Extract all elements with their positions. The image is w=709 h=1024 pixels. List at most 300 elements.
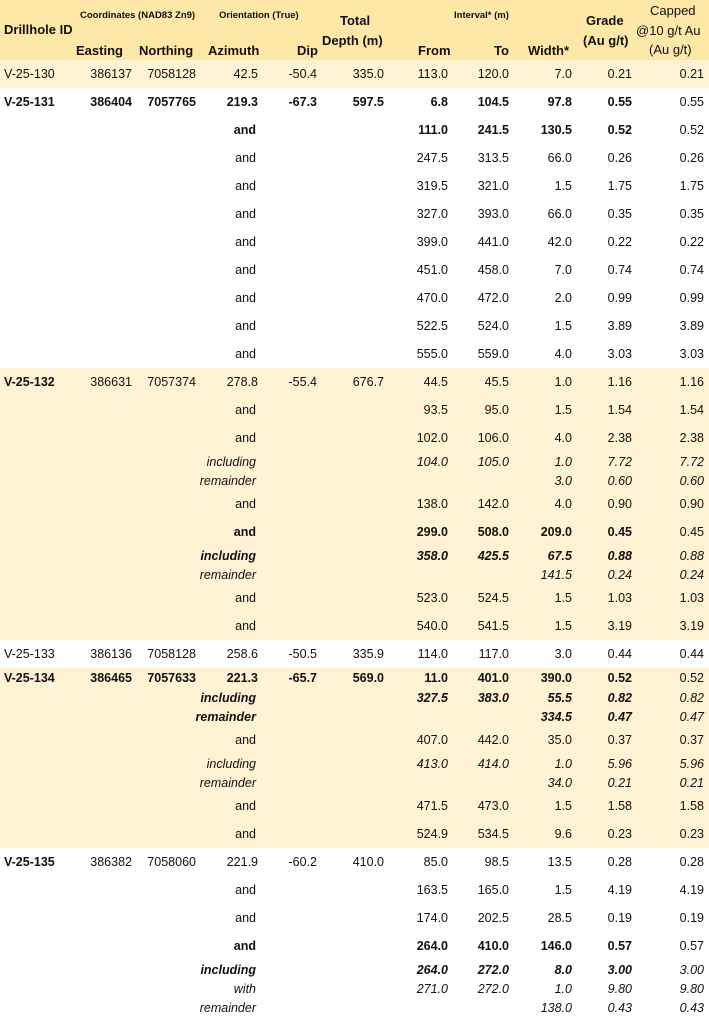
cell-from: 522.5	[416, 319, 448, 333]
cell-from: 413.0	[416, 757, 448, 771]
cell-total-depth: 335.0	[352, 67, 384, 81]
cell-dip: -67.3	[288, 95, 317, 109]
header-orientation: Orientation (True)	[219, 10, 299, 21]
cell-grade: 0.22	[607, 235, 632, 249]
cell-capped-grade: 0.44	[679, 647, 704, 661]
table-row	[0, 368, 709, 396]
cell-width: 9.6	[554, 827, 572, 841]
cell-from: 11.0	[424, 671, 448, 685]
cell-grade: 0.35	[607, 207, 632, 221]
cell-easting: 386382	[90, 855, 132, 869]
cell-interval-label: remainder	[199, 1001, 256, 1015]
cell-interval-label: and	[235, 883, 256, 897]
cell-capped-grade: 1.58	[679, 799, 704, 813]
cell-interval-label: and	[233, 123, 256, 137]
cell-grade: 0.24	[607, 568, 632, 582]
cell-grade: 0.21	[607, 776, 632, 790]
cell-drillhole-id: V-25-131	[4, 95, 55, 109]
cell-width: 97.8	[547, 95, 572, 109]
cell-grade: 0.19	[607, 911, 632, 925]
cell-grade: 0.90	[607, 497, 632, 511]
cell-easting: 386404	[90, 95, 132, 109]
cell-grade: 1.16	[607, 375, 632, 389]
cell-interval-label: with	[233, 982, 256, 996]
cell-to: 272.0	[477, 963, 509, 977]
cell-to: 104.5	[477, 95, 509, 109]
cell-grade: 0.74	[607, 263, 632, 277]
cell-from: 93.5	[423, 403, 448, 417]
cell-from: 163.5	[416, 883, 448, 897]
cell-capped-grade: 1.75	[679, 179, 704, 193]
cell-to: 117.0	[478, 647, 509, 661]
table-row	[0, 612, 709, 640]
cell-interval-label: including	[200, 963, 256, 977]
cell-width: 3.0	[554, 474, 572, 488]
cell-total-depth: 335.9	[352, 647, 384, 661]
cell-azimuth: 219.3	[226, 95, 258, 109]
cell-capped-grade: 4.19	[679, 883, 704, 897]
cell-easting: 386631	[90, 375, 132, 389]
cell-width: 1.5	[554, 319, 572, 333]
cell-capped-grade: 0.74	[679, 263, 704, 277]
cell-width: 1.5	[554, 799, 572, 813]
cell-grade: 0.82	[607, 691, 632, 705]
cell-width: 1.5	[554, 403, 572, 417]
header-grade: Grade	[586, 13, 624, 28]
table-row	[0, 200, 709, 228]
cell-azimuth: 42.5	[233, 67, 258, 81]
cell-capped-grade: 2.38	[679, 431, 704, 445]
cell-capped-grade: 0.47	[679, 710, 704, 724]
table-row	[0, 312, 709, 340]
cell-northing: 7058128	[147, 647, 196, 661]
cell-width: 7.0	[554, 67, 572, 81]
cell-to: 202.5	[477, 911, 509, 925]
cell-interval-label: and	[235, 319, 256, 333]
table-row	[0, 144, 709, 172]
cell-grade: 0.55	[607, 95, 632, 109]
cell-northing: 7057633	[147, 671, 196, 685]
cell-from: 327.0	[416, 207, 448, 221]
cell-grade: 4.19	[607, 883, 632, 897]
cell-capped-grade: 3.19	[679, 619, 704, 633]
cell-to: 241.5	[477, 123, 509, 137]
header-capped-threshold: @10 g/t Au	[636, 23, 701, 38]
header-depth-m: Depth (m)	[322, 33, 383, 48]
cell-from: 271.0	[416, 982, 448, 996]
cell-from: 471.5	[416, 799, 448, 813]
cell-capped-grade: 0.45	[679, 525, 704, 539]
table-row	[0, 792, 709, 820]
cell-from: 319.5	[416, 179, 448, 193]
cell-capped-grade: 9.80	[679, 982, 704, 996]
cell-drillhole-id: V-25-135	[4, 855, 55, 869]
cell-interval-label: and	[235, 207, 256, 221]
cell-capped-grade: 0.19	[679, 911, 704, 925]
header-interval: Interval* (m)	[454, 10, 509, 21]
cell-interval-label: remainder	[199, 776, 256, 790]
cell-from: 407.0	[416, 733, 448, 747]
cell-grade: 0.26	[607, 151, 632, 165]
cell-from: 264.0	[416, 963, 448, 977]
cell-grade: 1.54	[607, 403, 632, 417]
cell-grade: 0.60	[607, 474, 632, 488]
cell-dip: -50.5	[288, 647, 317, 661]
cell-width: 28.5	[547, 911, 572, 925]
cell-from: 299.0	[416, 525, 448, 539]
cell-width: 35.0	[547, 733, 572, 747]
cell-dip: -60.2	[288, 855, 317, 869]
header-coordinates: Coordinates (NAD83 Zn9)	[80, 10, 196, 21]
cell-width: 2.0	[554, 291, 572, 305]
cell-from: 523.0	[416, 591, 448, 605]
cell-grade: 3.89	[607, 319, 632, 333]
cell-total-depth: 410.0	[352, 855, 384, 869]
cell-width: 1.0	[554, 455, 572, 469]
cell-to: 410.0	[477, 939, 509, 953]
cell-from: 6.8	[430, 95, 448, 109]
cell-to: 95.0	[484, 403, 509, 417]
table-row	[0, 820, 709, 848]
cell-width: 390.0	[540, 671, 572, 685]
cell-width: 1.5	[554, 619, 572, 633]
cell-interval-label: including	[200, 549, 256, 563]
cell-capped-grade: 0.21	[679, 776, 704, 790]
cell-interval-label: including	[200, 691, 256, 705]
cell-azimuth: 278.8	[226, 375, 258, 389]
cell-to: 524.0	[477, 319, 509, 333]
table-row	[0, 979, 709, 998]
cell-total-depth: 569.0	[352, 671, 384, 685]
header-capped-unit: (Au g/t)	[649, 42, 692, 57]
cell-to: 393.0	[477, 207, 509, 221]
cell-to: 472.0	[477, 291, 509, 305]
cell-capped-grade: 0.21	[679, 67, 704, 81]
cell-width: 3.0	[554, 647, 572, 661]
cell-width: 67.5	[547, 549, 572, 563]
cell-azimuth: 221.3	[226, 671, 258, 685]
table-row	[0, 640, 709, 668]
cell-width: 209.0	[540, 525, 572, 539]
cell-capped-grade: 0.60	[679, 474, 704, 488]
cell-width: 55.5	[547, 691, 572, 705]
cell-to: 272.0	[477, 982, 509, 996]
cell-width: 1.5	[554, 179, 572, 193]
table-row	[0, 998, 709, 1017]
cell-width: 1.5	[554, 883, 572, 897]
cell-interval-label: and	[235, 291, 256, 305]
cell-from: 104.0	[416, 455, 448, 469]
table-row	[0, 424, 709, 452]
cell-grade: 0.52	[607, 671, 632, 685]
table-row	[0, 452, 709, 471]
cell-to: 414.0	[477, 757, 509, 771]
cell-to: 45.5	[484, 375, 509, 389]
cell-width: 1.5	[554, 591, 572, 605]
cell-capped-grade: 0.52	[679, 671, 704, 685]
cell-from: 399.0	[416, 235, 448, 249]
cell-total-depth: 597.5	[352, 95, 384, 109]
cell-from: 174.0	[416, 911, 448, 925]
cell-width: 138.0	[540, 1001, 572, 1015]
cell-grade: 3.00	[607, 963, 632, 977]
cell-grade: 9.80	[607, 982, 632, 996]
cell-dip: -50.4	[288, 67, 317, 81]
cell-grade: 1.58	[607, 799, 632, 813]
header-dip: Dip	[297, 43, 318, 58]
cell-capped-grade: 0.24	[679, 568, 704, 582]
cell-to: 541.5	[477, 619, 509, 633]
cell-azimuth: 258.6	[226, 647, 258, 661]
table-row	[0, 284, 709, 312]
cell-from: 44.5	[423, 375, 448, 389]
cell-width: 7.0	[554, 263, 572, 277]
table-row	[0, 668, 709, 688]
cell-grade: 0.47	[607, 710, 632, 724]
cell-northing: 7057765	[147, 95, 196, 109]
cell-from: 264.0	[416, 939, 448, 953]
cell-total-depth: 676.7	[352, 375, 384, 389]
cell-interval-label: and	[235, 733, 256, 747]
cell-grade: 0.45	[607, 525, 632, 539]
cell-to: 401.0	[477, 671, 509, 685]
header-azimuth: Azimuth	[208, 43, 260, 58]
cell-grade: 2.38	[607, 431, 632, 445]
cell-to: 441.0	[477, 235, 509, 249]
cell-to: 524.5	[477, 591, 509, 605]
cell-grade: 0.52	[607, 123, 632, 137]
table-row	[0, 340, 709, 368]
cell-capped-grade: 3.03	[679, 347, 704, 361]
cell-grade: 0.37	[607, 733, 632, 747]
table-row	[0, 88, 709, 116]
cell-width: 42.0	[547, 235, 572, 249]
cell-capped-grade: 3.00	[679, 963, 704, 977]
cell-grade: 0.99	[607, 291, 632, 305]
cell-easting: 386137	[90, 67, 132, 81]
cell-northing: 7058128	[147, 67, 196, 81]
cell-capped-grade: 0.26	[679, 151, 704, 165]
cell-width: 1.0	[554, 375, 572, 389]
cell-to: 534.5	[477, 827, 509, 841]
cell-interval-label: and	[235, 911, 256, 925]
cell-interval-label: and	[233, 939, 256, 953]
cell-to: 142.0	[477, 497, 509, 511]
table-row	[0, 960, 709, 979]
cell-interval-label: and	[235, 179, 256, 193]
header-total: Total	[340, 13, 371, 28]
cell-to: 383.0	[477, 691, 509, 705]
cell-northing: 7057374	[147, 375, 196, 389]
cell-capped-grade: 0.88	[679, 549, 704, 563]
header-grade-unit: (Au g/t)	[583, 33, 629, 48]
table-row	[0, 688, 709, 707]
cell-interval-label: including	[206, 455, 256, 469]
cell-grade: 3.03	[607, 347, 632, 361]
cell-width: 8.0	[554, 963, 572, 977]
cell-from: 540.0	[416, 619, 448, 633]
cell-width: 1.0	[554, 982, 572, 996]
cell-width: 66.0	[547, 151, 572, 165]
cell-azimuth: 221.9	[226, 855, 258, 869]
cell-capped-grade: 0.99	[679, 291, 704, 305]
cell-from: 451.0	[416, 263, 448, 277]
header-easting: Easting	[76, 43, 123, 58]
header-capped: Capped	[650, 3, 696, 18]
cell-capped-grade: 5.96	[679, 757, 704, 771]
cell-from: 524.9	[416, 827, 448, 841]
cell-grade: 0.44	[607, 647, 632, 661]
table-row	[0, 565, 709, 584]
cell-capped-grade: 0.57	[679, 939, 704, 953]
cell-capped-grade: 1.54	[679, 403, 704, 417]
cell-width: 141.5	[540, 568, 572, 582]
cell-to: 98.5	[484, 855, 509, 869]
cell-interval-label: remainder	[199, 568, 256, 582]
header-width: Width*	[528, 43, 570, 58]
cell-easting: 386136	[90, 647, 132, 661]
cell-interval-label: and	[235, 591, 256, 605]
cell-interval-label: and	[235, 151, 256, 165]
table-row	[0, 396, 709, 424]
cell-easting: 386465	[90, 671, 132, 685]
cell-to: 425.5	[477, 549, 509, 563]
cell-width: 146.0	[540, 939, 572, 953]
cell-interval-label: and	[235, 263, 256, 277]
cell-to: 120.0	[477, 67, 509, 81]
cell-width: 130.5	[540, 123, 572, 137]
header-drillhole-id: Drillhole ID	[4, 22, 73, 37]
cell-interval-label: and	[235, 403, 256, 417]
table-header	[0, 0, 709, 60]
cell-capped-grade: 0.35	[679, 207, 704, 221]
cell-interval-label: and	[235, 799, 256, 813]
cell-to: 458.0	[477, 263, 509, 277]
cell-grade: 5.96	[607, 757, 632, 771]
table-row	[0, 707, 709, 726]
cell-width: 66.0	[547, 207, 572, 221]
cell-interval-label: remainder	[195, 710, 256, 724]
table-row	[0, 256, 709, 284]
cell-grade: 0.57	[607, 939, 632, 953]
table-row	[0, 60, 709, 88]
cell-interval-label: and	[235, 827, 256, 841]
cell-to: 106.0	[477, 431, 509, 445]
cell-from: 85.0	[423, 855, 448, 869]
table-row	[0, 848, 709, 876]
cell-to: 321.0	[477, 179, 509, 193]
cell-capped-grade: 1.03	[679, 591, 704, 605]
cell-grade: 0.28	[607, 855, 632, 869]
cell-width: 34.0	[547, 776, 572, 790]
table-row	[0, 726, 709, 754]
cell-to: 559.0	[477, 347, 509, 361]
cell-width: 334.5	[540, 710, 572, 724]
cell-dip: -55.4	[288, 375, 317, 389]
cell-capped-grade: 3.89	[679, 319, 704, 333]
cell-grade: 7.72	[607, 455, 632, 469]
cell-to: 473.0	[477, 799, 509, 813]
cell-grade: 1.75	[607, 179, 632, 193]
cell-capped-grade: 1.16	[679, 375, 704, 389]
cell-drillhole-id: V-25-133	[4, 647, 55, 661]
cell-interval-label: and	[235, 235, 256, 249]
cell-capped-grade: 0.43	[679, 1001, 704, 1015]
cell-to: 165.0	[477, 883, 509, 897]
cell-to: 105.0	[477, 455, 509, 469]
cell-from: 327.5	[416, 691, 448, 705]
table-row	[0, 471, 709, 490]
table-row	[0, 490, 709, 518]
cell-width: 13.5	[547, 855, 572, 869]
table-row	[0, 932, 709, 960]
cell-capped-grade: 0.90	[679, 497, 704, 511]
table-row	[0, 228, 709, 256]
cell-to: 508.0	[477, 525, 509, 539]
table-row	[0, 546, 709, 565]
cell-from: 247.5	[416, 151, 448, 165]
cell-width: 1.0	[554, 757, 572, 771]
cell-interval-label: remainder	[199, 474, 256, 488]
cell-from: 555.0	[416, 347, 448, 361]
cell-capped-grade: 7.72	[679, 455, 704, 469]
cell-grade: 0.43	[607, 1001, 632, 1015]
cell-dip: -65.7	[288, 671, 317, 685]
cell-width: 4.0	[554, 431, 572, 445]
cell-from: 470.0	[416, 291, 448, 305]
table-row	[0, 904, 709, 932]
cell-from: 102.0	[416, 431, 448, 445]
cell-to: 313.5	[477, 151, 509, 165]
header-northing: Northing	[139, 43, 194, 58]
cell-grade: 0.88	[607, 549, 632, 563]
cell-capped-grade: 0.52	[679, 123, 704, 137]
cell-drillhole-id: V-25-132	[4, 375, 55, 389]
table-row	[0, 584, 709, 612]
table-row	[0, 116, 709, 144]
cell-from: 138.0	[416, 497, 448, 511]
table-row	[0, 518, 709, 546]
cell-northing: 7058060	[147, 855, 196, 869]
cell-capped-grade: 0.22	[679, 235, 704, 249]
cell-interval-label: and	[235, 431, 256, 445]
cell-width: 4.0	[554, 347, 572, 361]
cell-width: 4.0	[554, 497, 572, 511]
cell-interval-label: including	[206, 757, 256, 771]
cell-from: 358.0	[416, 549, 448, 563]
cell-grade: 0.21	[607, 67, 632, 81]
cell-to: 442.0	[477, 733, 509, 747]
table-row	[0, 773, 709, 792]
cell-grade: 0.23	[607, 827, 632, 841]
cell-capped-grade: 0.82	[679, 691, 704, 705]
cell-from: 113.0	[417, 67, 448, 81]
table-row	[0, 876, 709, 904]
cell-interval-label: and	[235, 497, 256, 511]
cell-drillhole-id: V-25-130	[4, 67, 55, 81]
cell-capped-grade: 0.28	[679, 855, 704, 869]
table-row	[0, 172, 709, 200]
cell-from: 114.0	[417, 647, 448, 661]
cell-grade: 3.19	[607, 619, 632, 633]
header-from: From	[418, 43, 451, 58]
cell-interval-label: and	[235, 347, 256, 361]
cell-from: 111.0	[418, 123, 448, 137]
table-row	[0, 754, 709, 773]
cell-capped-grade: 0.37	[679, 733, 704, 747]
cell-interval-label: and	[235, 619, 256, 633]
cell-grade: 1.03	[607, 591, 632, 605]
